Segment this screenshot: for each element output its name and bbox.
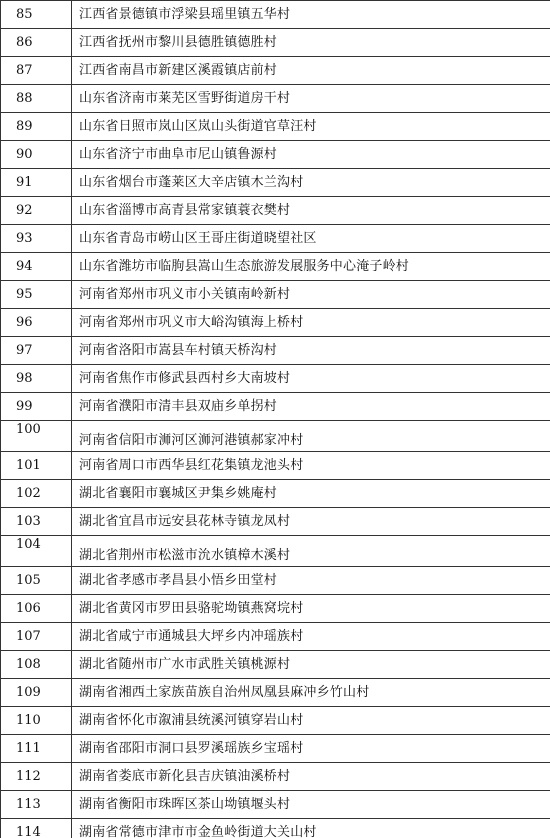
- table-row: [1, 365, 550, 393]
- row-number: 95: [1, 281, 72, 309]
- row-number: 100: [1, 421, 72, 452]
- table-row: [1, 595, 550, 623]
- table-row: [1, 791, 550, 819]
- village-name: 河南省信阳市浉河区浉河港镇郝家冲村: [72, 421, 550, 452]
- row-number: 92: [1, 197, 72, 225]
- table-row: [1, 421, 550, 452]
- village-name: 湖北省荆州市松滋市沇水镇樟木溪村: [72, 536, 550, 567]
- table-row: [1, 707, 550, 735]
- row-number: 105: [1, 567, 72, 595]
- village-name: 山东省潍坊市临朐县嵩山生态旅游发展服务中心淹子岭村: [72, 253, 550, 281]
- village-name: 山东省济宁市曲阜市尼山镇鲁源村: [72, 141, 550, 169]
- village-name: 河南省郑州市巩义市小关镇南岭新村: [72, 281, 550, 309]
- village-name: 湖北省宜昌市远安县花林寺镇龙凤村: [72, 508, 550, 536]
- row-number: 86: [1, 29, 72, 57]
- table-row: [1, 141, 550, 169]
- village-name: 湖北省孝感市孝昌县小悟乡田堂村: [72, 567, 550, 595]
- table-row: [1, 679, 550, 707]
- village-name: 山东省济南市莱芜区雪野街道房干村: [72, 85, 550, 113]
- table-row: [1, 763, 550, 791]
- village-name: 湖南省邵阳市洞口县罗溪瑶族乡宝瑶村: [72, 735, 550, 763]
- row-number: 85: [1, 1, 72, 29]
- row-number: 101: [1, 452, 72, 480]
- row-number: 96: [1, 309, 72, 337]
- table-row: [1, 225, 550, 253]
- table-row: [1, 567, 550, 595]
- row-number: 93: [1, 225, 72, 253]
- row-number: 108: [1, 651, 72, 679]
- row-number: 109: [1, 679, 72, 707]
- village-name: 河南省周口市西华县红花集镇龙池头村: [72, 452, 550, 480]
- table-row: [1, 536, 550, 567]
- table-row: [1, 113, 550, 141]
- row-number: 112: [1, 763, 72, 791]
- table-row: [1, 337, 550, 365]
- village-name: 山东省青岛市崂山区王哥庄街道晓望社区: [72, 225, 550, 253]
- row-number: 110: [1, 707, 72, 735]
- table-row: [1, 169, 550, 197]
- village-name: 河南省郑州市巩义市大峪沟镇海上桥村: [72, 309, 550, 337]
- row-number: 89: [1, 113, 72, 141]
- table-row: [1, 651, 550, 679]
- row-number: 102: [1, 480, 72, 508]
- row-number: 99: [1, 393, 72, 421]
- village-name: 江西省景德镇市浮梁县瑶里镇五华村: [72, 1, 550, 29]
- row-number: 107: [1, 623, 72, 651]
- table-row: [1, 197, 550, 225]
- row-number: 90: [1, 141, 72, 169]
- row-number: 94: [1, 253, 72, 281]
- table-row: [1, 1, 550, 29]
- row-number: 104: [1, 536, 72, 567]
- village-name: 河南省焦作市修武县西村乡大南坡村: [72, 365, 550, 393]
- table-row: [1, 508, 550, 536]
- village-name: 湖南省衡阳市珠晖区茶山坳镇堰头村: [72, 791, 550, 819]
- village-name: 河南省洛阳市嵩县车村镇天桥沟村: [72, 337, 550, 365]
- table-row: [1, 57, 550, 85]
- table-row: [1, 85, 550, 113]
- row-number: 111: [1, 735, 72, 763]
- village-name: 江西省抚州市黎川县德胜镇德胜村: [72, 29, 550, 57]
- village-name: 湖南省娄底市新化县吉庆镇油溪桥村: [72, 763, 550, 791]
- village-name: 山东省烟台市蓬莱区大辛店镇木兰沟村: [72, 169, 550, 197]
- row-number: 91: [1, 169, 72, 197]
- row-number: 98: [1, 365, 72, 393]
- row-number: 103: [1, 508, 72, 536]
- table-row: [1, 452, 550, 480]
- village-name: 山东省日照市岚山区岚山头街道官草汪村: [72, 113, 550, 141]
- row-number: 88: [1, 85, 72, 113]
- village-name: 湖南省湘西土家族苗族自治州凤凰县麻冲乡竹山村: [72, 679, 550, 707]
- row-number: 114: [1, 819, 72, 838]
- row-number: 87: [1, 57, 72, 85]
- village-name: 湖北省黄冈市罗田县骆驼坳镇燕窝垸村: [72, 595, 550, 623]
- village-name: 湖北省咸宁市通城县大坪乡内冲瑶族村: [72, 623, 550, 651]
- village-name: 湖南省常德市津市市金鱼岭街道大关山村: [72, 819, 550, 838]
- row-number: 106: [1, 595, 72, 623]
- row-number: 97: [1, 337, 72, 365]
- village-name: 山东省淄博市高青县常家镇蓑衣樊村: [72, 197, 550, 225]
- village-name: 河南省濮阳市清丰县双庙乡单拐村: [72, 393, 550, 421]
- village-name: 湖北省随州市广水市武胜关镇桃源村: [72, 651, 550, 679]
- table-row: [1, 735, 550, 763]
- village-name: 湖北省襄阳市襄城区尹集乡姚庵村: [72, 480, 550, 508]
- table-body: [1, 1, 550, 838]
- table-row: [1, 309, 550, 337]
- village-name: 江西省南昌市新建区溪霞镇店前村: [72, 57, 550, 85]
- table-row: [1, 393, 550, 421]
- table-row: [1, 253, 550, 281]
- table-row: [1, 819, 550, 838]
- table-row: [1, 480, 550, 508]
- table-row: [1, 281, 550, 309]
- village-name: 湖南省怀化市溆浦县统溪河镇穿岩山村: [72, 707, 550, 735]
- table-row: [1, 623, 550, 651]
- row-number: 113: [1, 791, 72, 819]
- table-row: [1, 29, 550, 57]
